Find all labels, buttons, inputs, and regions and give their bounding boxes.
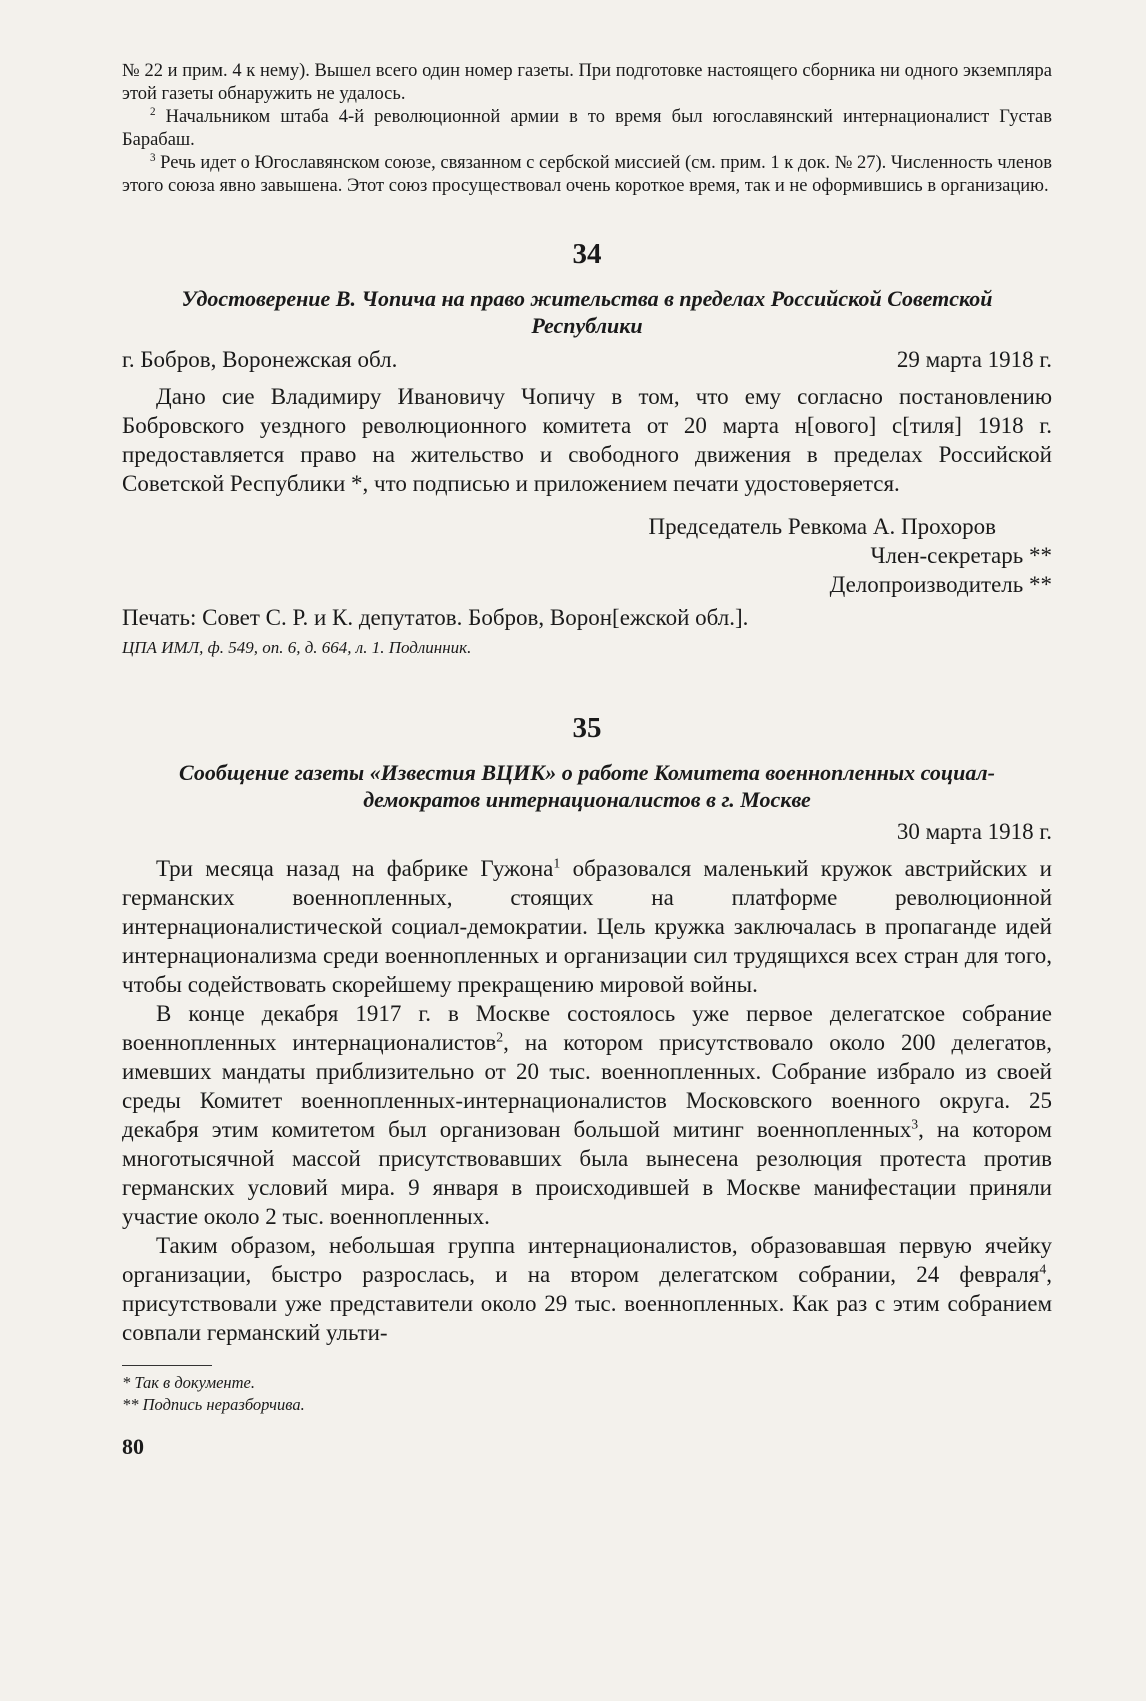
- document-body-34: [122, 382, 1052, 498]
- document-number-35: 35: [572, 712, 602, 744]
- document-number-34: 34: [572, 238, 602, 270]
- document-title-34: Удостоверение В. Чопича на право жительства в пределах Российской Советской Республики: [181, 286, 993, 338]
- footnote-rule: [122, 1365, 212, 1366]
- footnote-2: $^2$ Начальником штаба 4-й революционной армии в то время был югославянский интернационалист Густав Барабаш.: [122, 105, 1052, 150]
- archive-reference: ЦПА ИМЛ, ф. 549, оп. 6, д. 664, л. 1. Подлинник.: [122, 638, 472, 657]
- top-footnotes: [122, 60, 1052, 198]
- signature-clerk: Делопроизводитель **: [829, 572, 1052, 597]
- document-date: 30 марта 1918 г.: [896, 819, 1052, 844]
- document-title-35: Сообщение газеты «Известия ВЦИК» о работе Комитета военнопленных социал-демократов интернационалистов в г. Москве: [179, 760, 995, 812]
- paragraph-3: Таким образом, небольшая группа интернационалистов, образовавшая первую ячейку организации, быстро разрослась, и на втором делегатском собрании, 24 февраля$^4$, присутствовали уже представители около 29 тыс. военнопленных. Как раз с этим собранием совпали германский ульти-: [122, 1233, 1052, 1345]
- page-number: 80: [122, 1434, 144, 1459]
- certificate-text: Дано сие Владимиру Ивановичу Чопичу в том, что ему согласно постановлению Бобровского уездного революционного комитета от 20 марта н[ового] с[тиля] 1918 г. предоставляется право на жительство и свободного движения в пределах Российской Советской Республики *, что подписью и приложением печати удостоверяется.: [122, 384, 1052, 496]
- date-line-35: [122, 817, 1052, 846]
- paragraph-1: Три месяца назад на фабрике Гужона$^1$ образовался маленький кружок австрийских и германских военнопленных, стоящих на платформе революционной интернационалистической социал-демократии. Цель кружка заключалась в пропаганде идей интернационализма среди военнопленных и организации сил трудящихся всех стран для того, чтобы содействовать скорейшему прекращению мировой войны.: [122, 855, 1052, 997]
- paragraph-2: В конце декабря 1917 г. в Москве состоялось уже первое делегатское собрание военнопленных интернационалистов$^2$, на котором присутствовало около 200 делегатов, имевших мандаты приблизительно от 20 тыс. военнопленных. Собрание избрало из своей среды Комитет военнопленных-интернационалистов Московского военного округа. 25 декабря этим комитетом был организован большой митинг военнопленных$^3$, на котором многотысячной массой присутствовавших была вынесена резолюция протеста против германских условий мира. 9 января в происходившей в Москве манифестации приняли участие около 2 тыс. военнопленных.: [122, 1001, 1052, 1229]
- signatures: [122, 512, 1052, 599]
- footnote-continuation: № 22 и прим. 4 к нему). Вышел всего один номер газеты. При подготовке настоящего сборника ни одного экземпляра этой газеты обнаружить не удалось.: [122, 61, 1052, 104]
- document-date: 29 марта 1918 г.: [896, 347, 1052, 372]
- document-place: г. Бобров, Воронежская обл.: [122, 347, 398, 372]
- signature-chairman: Председатель Ревкома А. Прохоров: [648, 514, 996, 539]
- signature-secretary: Член-секретарь **: [870, 543, 1052, 568]
- document-body-35: [122, 854, 1052, 1347]
- footnote-3: $^3$ Речь идет о Югославянском союзе, связанном с сербской миссией (см. прим. 1 к док. № 27). Численность членов этого союза явно завышена. Этот союз просуществовал очень короткое время, так и не оформившись в организацию.: [122, 151, 1052, 196]
- seal-line: Печать: Совет С. Р. и К. депутатов. Бобров, Ворон[ежской обл.].: [122, 605, 749, 630]
- bottom-footnotes: [122, 1372, 1052, 1416]
- place-date-line-34: [122, 345, 1052, 374]
- note-star: * Так в документе.: [122, 1373, 255, 1392]
- note-double-star: ** Подпись неразборчива.: [122, 1395, 305, 1414]
